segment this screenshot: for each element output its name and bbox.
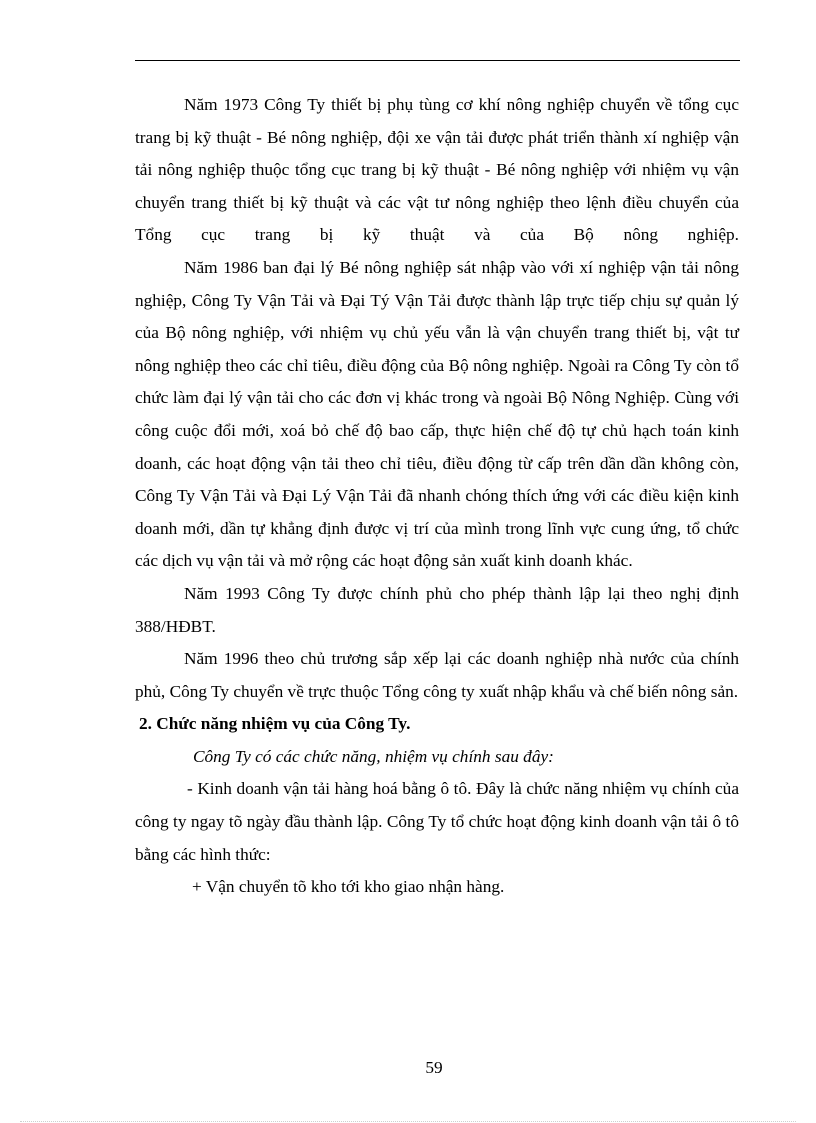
paragraph-1993: Năm 1993 Công Ty được chính phủ cho phép thành lập lại theo nghị định 388/HĐBT. — [135, 583, 739, 636]
sub-list-item: + Vận chuyển tõ kho tới kho giao nhận hàng. — [192, 877, 505, 897]
section-heading: 2. Chức năng nhiệm vụ của Công Ty. — [139, 714, 411, 734]
section-intro: Công Ty có các chức năng, nhiệm vụ chính sau đây: — [193, 746, 554, 766]
list-item: - Kinh doanh vận tải hàng hoá bằng ô tô. Đây là chức năng nhiệm vụ chính của công ty ngay tõ ngày đầu thành lập. Công Ty tổ chức hoạt động kinh doanh vận tải ô tô bằng các hình thức: — [135, 779, 739, 864]
page-bottom-border — [20, 1121, 796, 1122]
paragraph-1996: Năm 1996 theo chủ trương sắp xếp lại các doanh nghiệp nhà nước của chính phủ, Công Ty chuyển về trực thuộc Tổng công ty xuất nhập khẩu và chế biến nông sản. — [135, 649, 739, 701]
body-text — [135, 89, 739, 904]
paragraph-1986: Năm 1986 ban đại lý Bé nông nghiệp sát nhập vào với xí nghiệp vận tải nông nghiệp, Công Ty Vận Tải và Đại Tý Vận Tải được thành lập trực tiếp chịu sự quản lý của Bộ nông nghiệp, với nhiệm vụ chủ yếu vẫn là vận chuyển trang thiết bị, vật tư nông nghiệp theo các chỉ tiêu, điều động của Bộ nông nghiệp. Ngoài ra Công Ty còn tổ chức làm đại lý vận tải cho các đơn vị khác trong và ngoài Bộ Nông Nghiệp. Cùng với công cuộc đổi mới, xoá bỏ chế độ bao cấp, thực hiện chế độ tự chủ hạch toán kinh doanh, các hoạt động vận tải theo chỉ tiêu, điều động từ cấp trên dần dần không còn, Công Ty Vận Tải và Đại Lý Vận Tải đã nhanh chóng thích ứng với các điều kiện kinh doanh mới, dần tự khẳng định được vị trí của mình trong lĩnh vực cung ứng, tổ chức các dịch vụ vận tải và mở rộng các hoạt động sản xuất kinh doanh khác. — [135, 257, 739, 571]
paragraph-1973: Năm 1973 Công Ty thiết bị phụ tùng cơ khí nông nghiệp chuyển về tổng cục trang bị kỹ thuật - Bé nông nghiệp, đội xe vận tải được phát triển thành xí nghiệp vận tải nông nghiệp thuộc tổng cục trang bị kỹ thuật - Bé nông nghiệp với nhiệm vụ vận chuyển trang thiết bị kỹ thuật và các vật tư nông nghiệp theo lệnh điều chuyển của Tổng cục trang bị kỹ thuật và của Bộ nông nghiệp. — [135, 95, 739, 245]
header-rule — [135, 60, 740, 61]
page-number: 59 — [425, 1058, 443, 1077]
